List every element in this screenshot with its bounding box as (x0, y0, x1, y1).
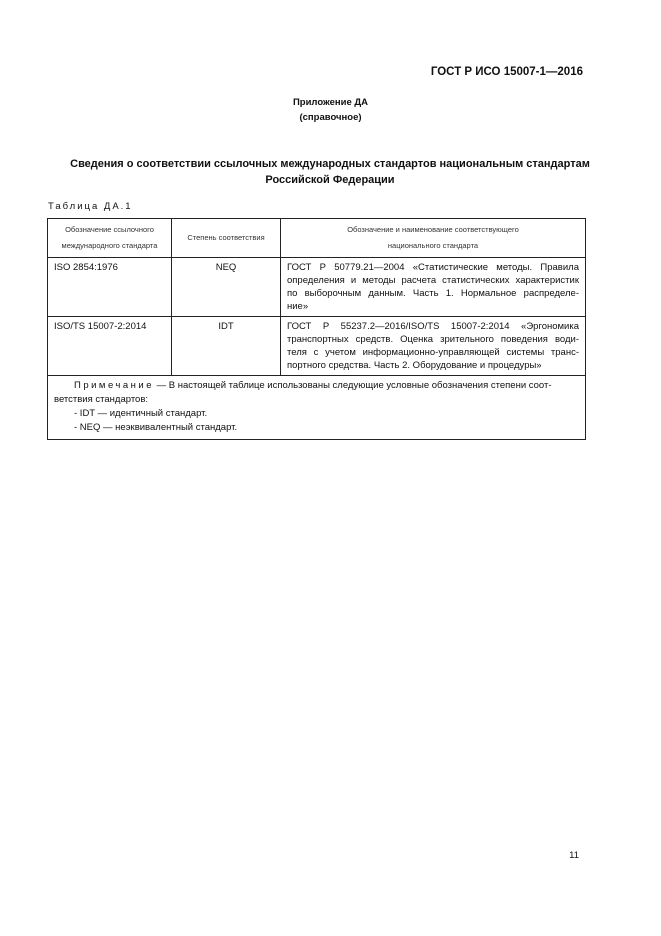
document-code: ГОСТ Р ИСО 15007-1—2016 (430, 66, 583, 78)
table-note-row (48, 376, 586, 440)
header-line: Обозначение и наименование соответствующего (347, 225, 519, 234)
table-caption: Таблица ДА.1 (48, 201, 133, 212)
text-line: теля с учетом информационно-управляющей системы транс- (287, 347, 579, 358)
annex-title: Приложение ДА (292, 97, 369, 108)
text-line: ние» (287, 301, 309, 312)
annex-heading (0, 95, 661, 125)
text-line: транспортных средств. Оценка зрительного поведения води- (287, 334, 579, 345)
note-line (54, 379, 579, 393)
section-title (40, 156, 620, 188)
correspondence-table (47, 218, 586, 440)
text-line: по выборочным данным. Часть 1. Нормальное распределе- (287, 288, 579, 299)
annex-type: (справочное) (299, 112, 362, 123)
header-intl (48, 219, 172, 258)
page-number: 11 (569, 850, 579, 861)
header-line: Степень соответствия (187, 233, 265, 242)
text-line: портного средства. Часть 2. Оборудование и процедуры» (287, 360, 542, 371)
table-row (48, 317, 586, 376)
cell-national (281, 317, 586, 376)
table-header-row (48, 219, 586, 258)
text-line: определения и методы расчета статистических характеристик (287, 275, 579, 286)
cell-degree: NEQ (172, 258, 281, 317)
title-line: Российской Федерации (265, 174, 395, 186)
note-text: ветствия стандартов: (54, 394, 149, 405)
text-line: ГОСТ Р 50779.21—2004 «Статистические методы. Правила (287, 262, 579, 273)
text-line: ГОСТ Р 55237.2—2016/ISO/TS 15007-2:2014 «Эргономика (287, 321, 579, 332)
cell-intl: ISO/TS 15007-2:2014 (48, 317, 172, 376)
header-degree (172, 219, 281, 258)
title-line: Сведения о соответствии ссылочных международных стандартов национальным стандартам (70, 158, 590, 170)
header-line: Обозначение ссылочного (65, 225, 154, 234)
note-text: — В настоящей таблице использованы следующие условные обозначения степени соот- (154, 380, 552, 391)
header-line: международного стандарта (61, 241, 158, 250)
cell-degree: IDT (172, 317, 281, 376)
header-line: национального стандарта (387, 241, 479, 250)
note-item: - IDT — идентичный стандарт. (74, 408, 208, 419)
header-national (281, 219, 586, 258)
note-label: Примечание (74, 380, 154, 391)
cell-national (281, 258, 586, 317)
table-row (48, 258, 586, 317)
table-note (48, 376, 586, 440)
note-item: - NEQ — неэквивалентный стандарт. (74, 422, 238, 433)
cell-intl: ISO 2854:1976 (48, 258, 172, 317)
